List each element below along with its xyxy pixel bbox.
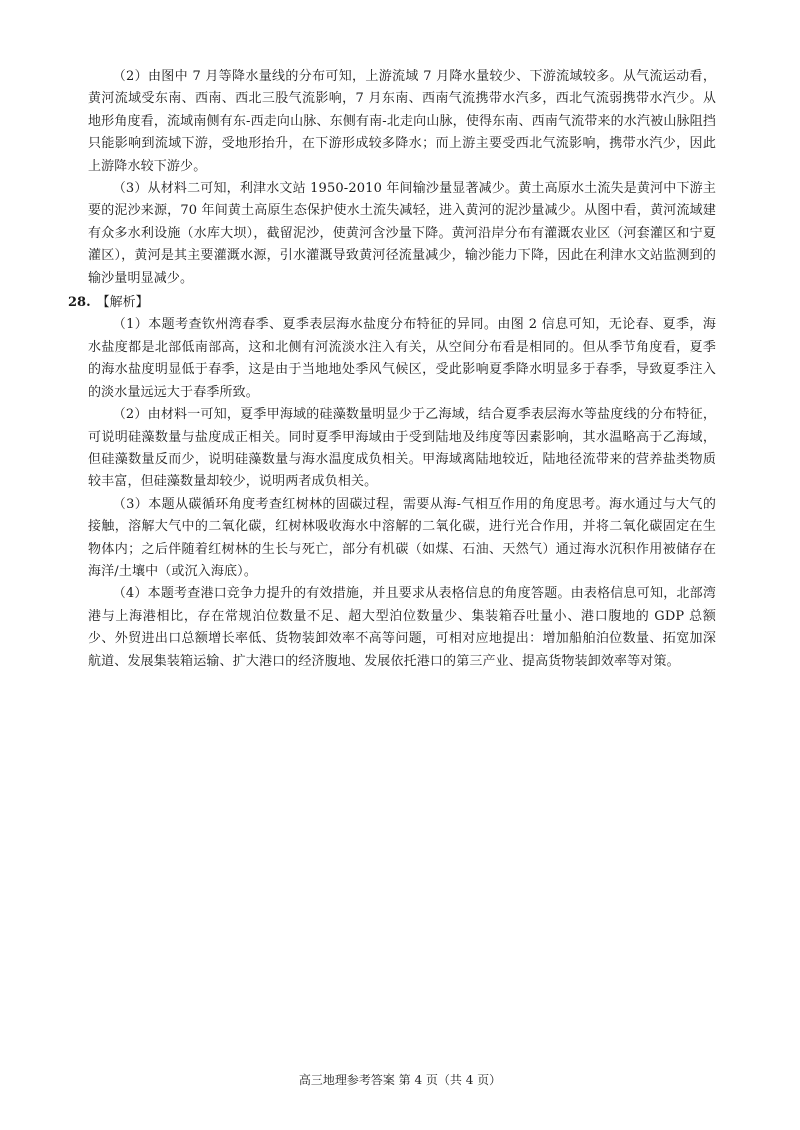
- answer-content: [68, 66, 716, 673]
- analysis-label: 【解析】: [96, 295, 149, 311]
- answer-paragraph-q28-3: （3）本题从碳循环角度考查红树林的固碳过程，需要从海-气相互作用的角度思考。海水通过与大气的接触，溶解大气中的二氧化碳，红树林吸收海水中溶解的二氧化碳，进行光合作用，并将二氧化碳固定在生物体内；之后伴随着红树林的生长与死亡，部分有机碳（如煤、石油、天然气）通过海水沉积作用被储存在海洋/土壤中（或沉入海底）。: [88, 496, 716, 579]
- answer-paragraph-q28-1: （1）本题考查钦州湾春季、夏季表层海水盐度分布特征的异同。由图 2 信息可知，无论春、夏季，海水盐度都是北部低南部高，这和北侧有河流淡水注入有关，从空间分布看是相同的。但从季节角度看，夏季的海水盐度明显低于春季，这是由于当地地处季风气候区，受此影响夏季降水明显多于春季，导致夏季注入的淡水量远远大于春季所致。: [88, 317, 716, 400]
- answer-paragraph-q28-2: （2）由材料一可知，夏季甲海域的硅藻数量明显少于乙海域，结合夏季表层海水等盐度线的分布特征，可说明硅藻数量与盐度成正相关。同时夏季甲海域由于受到陆地及纬度等因素影响，其水温略高于乙海域，但硅藻数量反而少，说明硅藻数量与海水温度成负相关。甲海域离陆地较近，陆地径流带来的营养盐类物质较丰富，但硅藻数量却较少，说明两者成负相关。: [88, 407, 716, 490]
- answer-paragraph-q28-4: （4）本题考查港口竞争力提升的有效措施，并且要求从表格信息的角度答题。由表格信息可知，北部湾港与上海港相比，存在常规泊位数量不足、超大型泊位数量少、集装箱吞吐量小、港口腹地的 GDP 总额少、外贸进出口总额增长率低、货物装卸效率不高等问题，可相对应地提出：增加船舶泊位数量、拓宽加深航道、发展集装箱运输、扩大港口的经济腹地、发展依托港口的第三产业、提高货物装卸效率等对策。: [88, 586, 716, 669]
- question-28-header: [68, 292, 696, 314]
- question-number: 28.: [68, 295, 91, 311]
- page-footer: 高三地理参考答案 第 4 页（共 4 页）: [298, 1073, 502, 1087]
- answer-paragraph-q27-3: （3）从材料二可知，利津水文站 1950-2010 年间输沙量显著减少。黄土高原水土流失是黄河中下游主要的泥沙来源，70 年间黄土高原生态保护使水土流失减轻，进入黄河的泥沙量减少。从图中看，黄河流域建有众多水利设施（水库大坝），截留泥沙，使黄河含沙量下降。黄河沿岸分布有灌溉农业区（河套灌区和宁夏灌区），黄河是其主要灌溉水源，引水灌溉导致黄河径流量减少，输沙能力下降，因此在利津水文站监测到的输沙量明显减少。: [88, 181, 716, 286]
- answer-paragraph-q27-2: （2）由图中 7 月等降水量线的分布可知，上游流域 7 月降水量较少、下游流域较多。从气流运动看，黄河流域受东南、西南、西北三股气流影响，7 月东南、西南气流携带水汽多，西北气流弱携带水汽少。从地形角度看，流域南侧有东-西走向山脉、东侧有南-北走向山脉，使得东南、西南气流带来的水汽被山脉阻挡只能影响到流域下游，受地形抬升，在下游形成较多降水；而上游主要受西北气流影响，携带水汽少，因此上游降水较下游少。: [88, 69, 716, 174]
